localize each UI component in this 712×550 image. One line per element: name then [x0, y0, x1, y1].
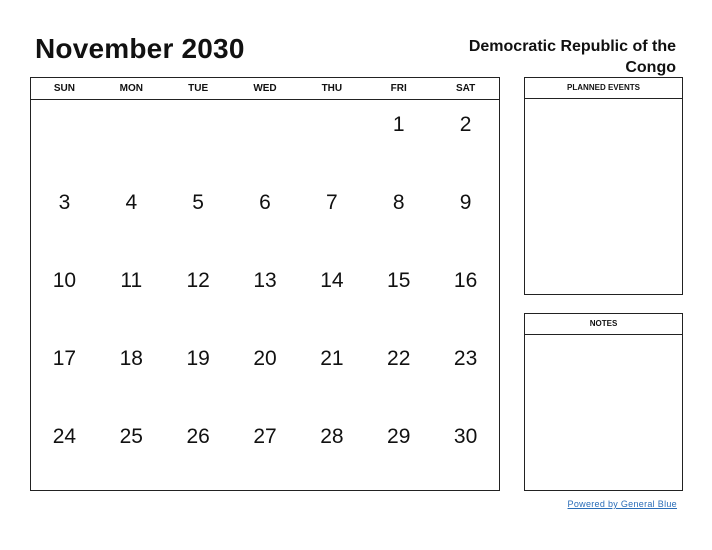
country-name: Democratic Republic of the Congo [468, 38, 676, 76]
day-cell: 25 [119, 425, 143, 448]
day-cell: 22 [387, 347, 411, 370]
notes-panel [524, 313, 683, 491]
weekday-sat: SAT [455, 83, 476, 94]
day-cell: 13 [253, 269, 277, 292]
weekday-thu: THU [321, 83, 343, 94]
month-title: November 2030 [35, 33, 245, 64]
day-cell: 2 [459, 113, 472, 136]
day-cell: 19 [186, 347, 210, 370]
day-cell: 27 [253, 425, 277, 448]
day-cell: 23 [453, 347, 478, 370]
planned-events-panel [524, 77, 683, 295]
day-cell: 30 [453, 425, 478, 448]
day-cell: 28 [320, 425, 344, 448]
day-cell: 21 [320, 347, 344, 370]
day-cell [232, 100, 299, 178]
day-cell: 7 [326, 191, 338, 214]
day-cell: 8 [392, 191, 405, 214]
day-cell: 15 [387, 269, 411, 292]
powered-by-link[interactable]: Powered by General Blue [567, 499, 677, 509]
day-cell: 14 [320, 269, 344, 292]
day-cell: 5 [192, 191, 204, 214]
week-row [31, 412, 499, 490]
weekday-header-row [31, 78, 499, 100]
week-row [31, 178, 499, 256]
day-cell: 9 [459, 191, 472, 214]
day-cell: 10 [52, 269, 77, 292]
weekday-tue: TUE [188, 83, 209, 94]
day-cell [31, 100, 98, 178]
day-cell: 17 [52, 347, 77, 370]
day-cell: 24 [52, 425, 77, 448]
day-cell: 12 [186, 269, 210, 292]
week-row [31, 100, 499, 178]
calendar-weeks [31, 100, 499, 490]
weekday-sun: SUN [53, 83, 75, 94]
day-cell: 11 [120, 269, 143, 292]
weekday-wed: WED [253, 83, 277, 94]
day-cell: 18 [119, 347, 143, 370]
day-cell: 29 [387, 425, 411, 448]
day-cell: 4 [125, 191, 138, 214]
day-cell: 1 [392, 113, 405, 136]
week-row [31, 256, 499, 334]
day-cell [98, 100, 165, 178]
week-row [31, 334, 499, 412]
day-cell: 3 [58, 191, 71, 214]
planned-events-header: PLANNED EVENTS [525, 78, 682, 99]
notes-header: NOTES [525, 314, 682, 335]
calendar-grid [30, 77, 500, 491]
weekday-mon: MON [119, 83, 143, 94]
day-cell: 6 [259, 191, 271, 214]
day-cell: 26 [186, 425, 210, 448]
day-cell [298, 100, 365, 178]
weekday-fri: FRI [390, 83, 407, 94]
day-cell [165, 100, 232, 178]
day-cell: 20 [253, 347, 277, 370]
day-cell: 16 [453, 269, 478, 292]
